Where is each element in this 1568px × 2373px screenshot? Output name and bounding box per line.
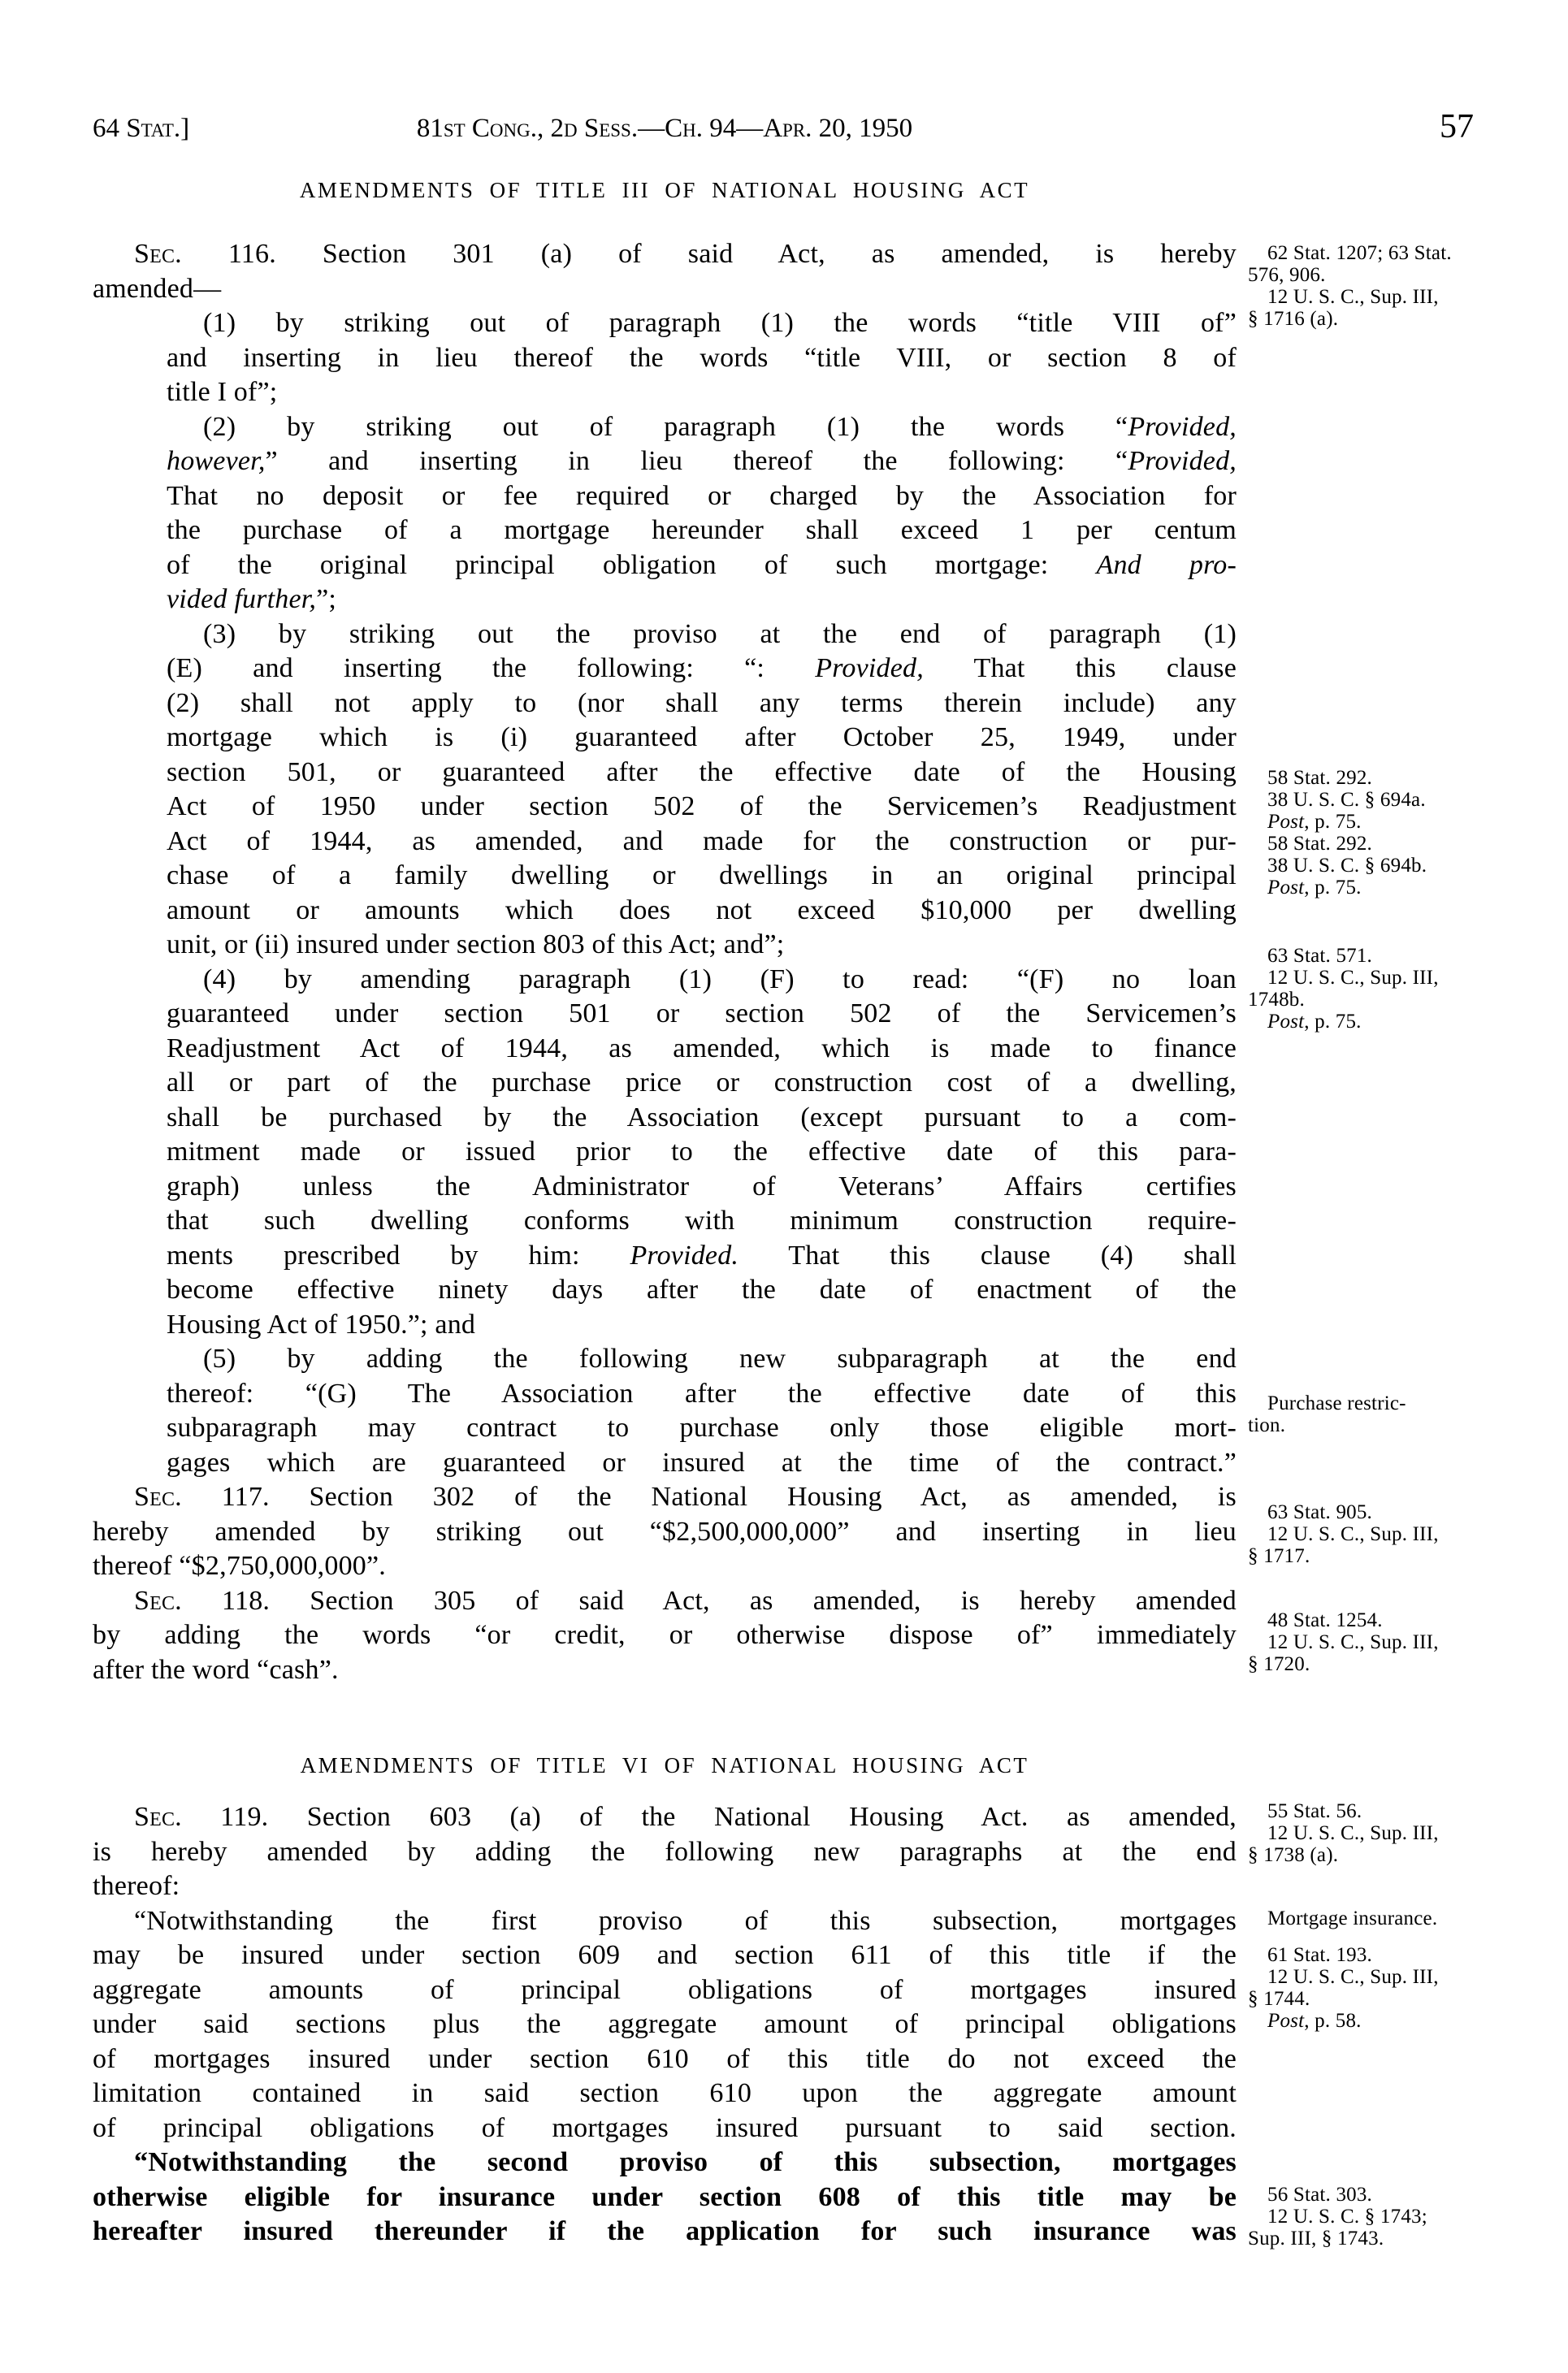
body-text-line: (3) by striking out the proviso at the end of paragraph (1) <box>203 618 1237 649</box>
body-text-line: hereby amended by striking out “$2,500,000,000” and inserting in lieu <box>93 1516 1237 1547</box>
body-text-line: subparagraph may contract to purchase only those eligible mort- <box>167 1413 1237 1443</box>
margin-note-line: tion. <box>1248 1414 1286 1436</box>
volume-citation: 64 Stat.] <box>93 114 190 143</box>
body-text-line: of the original principal obligation of such mortgage: And pro- <box>167 549 1237 580</box>
body-text-line: hereafter insured thereunder if the application for such insurance was <box>93 2216 1237 2246</box>
running-head <box>93 114 1237 149</box>
heading-amendments-title-vi: AMENDMENTS OF TITLE VI OF NATIONAL HOUSING ACT <box>300 1753 1029 1778</box>
body-text-line: (5) by adding the following new subparagraph at the end <box>203 1344 1237 1374</box>
margin-note-line: § 1716 (a). <box>1248 308 1339 330</box>
margin-note <box>1248 1392 1560 1436</box>
body-text-line: That no deposit or fee required or charged by the Association for <box>167 480 1237 511</box>
body-text-line: (2) by striking out of paragraph (1) the words “Provided, <box>203 411 1237 442</box>
body-text-line: Housing Act of 1950.”; and <box>167 1309 476 1340</box>
margin-note <box>1248 1907 1560 1929</box>
body-text-line: (1) by striking out of paragraph (1) the words “title VIII of” <box>203 308 1237 338</box>
margin-note-line: 12 U. S. C., Sup. III, <box>1267 1523 1439 1545</box>
body-text-line: thereof “$2,750,000,000”. <box>93 1551 386 1581</box>
margin-note-line: 58 Stat. 292. <box>1267 833 1372 855</box>
body-text-line: “Notwithstanding the first proviso of this subsection, mortgages <box>134 1905 1237 1936</box>
margin-note <box>1248 767 1560 899</box>
body-text-line: by adding the words “or credit, or otherwise dispose of” immediately <box>93 1620 1237 1650</box>
margin-note-line: 63 Stat. 571. <box>1267 945 1372 967</box>
margin-note-line: 12 U. S. C., Sup. III, <box>1267 1966 1439 1988</box>
body-text-line: ments prescribed by him: Provided. That this clause (4) shall <box>167 1240 1237 1271</box>
heading-amendments-title-iii: AMENDMENTS OF TITLE III OF NATIONAL HOUSING ACT <box>299 178 1030 202</box>
margin-note <box>1248 945 1560 1033</box>
margin-note-line: Post, p. 75. <box>1267 1011 1362 1033</box>
body-text-line: gages which are guaranteed or insured at the time of the contract.” <box>167 1447 1237 1478</box>
body-text-line: that such dwelling conforms with minimum construction require- <box>167 1206 1237 1236</box>
body-text-line: after the word “cash”. <box>93 1654 339 1685</box>
margin-note-line: 48 Stat. 1254. <box>1267 1609 1383 1631</box>
margin-note-line: 38 U. S. C. § 694a. <box>1267 789 1426 811</box>
body-text-line: amended— <box>93 273 222 304</box>
margin-note-line: 12 U. S. C., Sup. III, <box>1267 286 1439 308</box>
margin-note-line: 56 Stat. 303. <box>1267 2184 1372 2206</box>
body-text-line: Sec. 119. Section 603 (a) of the National Housing Act. as amended, <box>134 1802 1237 1832</box>
margin-note-line: Post, p. 58. <box>1267 2010 1362 2032</box>
margin-note-line: Purchase restric- <box>1267 1392 1406 1414</box>
body-text-line: mitment made or issued prior to the effective date of this para- <box>167 1137 1237 1167</box>
margin-note <box>1248 242 1560 330</box>
body-text-line: under said sections plus the aggregate amount of principal obligations <box>93 2009 1237 2039</box>
margin-note <box>1248 2184 1560 2250</box>
margin-note <box>1248 1800 1560 1866</box>
body-text-line: mortgage which is (i) guaranteed after October 25, 1949, under <box>167 722 1237 752</box>
margin-note-line: Post, p. 75. <box>1267 811 1362 833</box>
body-text-line: otherwise eligible for insurance under section 608 of this title may be <box>93 2181 1237 2212</box>
body-text-line: the purchase of a mortgage hereunder shall exceed 1 per centum <box>167 515 1237 545</box>
body-text-line: (4) by amending paragraph (1) (F) to read: “(F) no loan <box>203 963 1237 994</box>
margin-note-line: § 1720. <box>1248 1653 1310 1675</box>
body-text-line: Sec. 118. Section 305 of said Act, as amended, is hereby amended <box>134 1585 1237 1616</box>
margin-note <box>1248 1501 1560 1567</box>
body-text-line: graph) unless the Administrator of Veterans’ Affairs certifies <box>167 1171 1237 1202</box>
margin-note-line: 55 Stat. 56. <box>1267 1800 1362 1822</box>
body-text-line: and inserting in lieu thereof the words “title VIII, or section 8 of <box>167 342 1237 373</box>
margin-note-line: 38 U. S. C. § 694b. <box>1267 855 1427 877</box>
body-text-line: (2) shall not apply to (nor shall any terms therein include) any <box>167 687 1237 718</box>
margin-note-line: 58 Stat. 292. <box>1267 767 1372 789</box>
body-text-line: Readjustment Act of 1944, as amended, which is made to finance <box>167 1033 1237 1063</box>
body-text-line: Act of 1944, as amended, and made for the construction or pur- <box>167 825 1237 856</box>
body-text-line: chase of a family dwelling or dwellings in an original principal <box>167 860 1237 890</box>
body-text-line: shall be purchased by the Association (except pursuant to a com- <box>167 1102 1237 1132</box>
body-block-title-vi <box>93 1800 1237 2250</box>
margin-note-line: 12 U. S. C., Sup. III, <box>1267 1822 1439 1844</box>
margin-note <box>1248 1609 1560 1675</box>
body-block-title-iii <box>93 237 1237 1687</box>
body-text-line: Act of 1950 under section 502 of the Servicemen’s Readjustment <box>167 791 1237 821</box>
body-text-line: limitation contained in said section 610 upon the aggregate amount <box>93 2078 1237 2108</box>
margin-note-line: 12 U. S. C., Sup. III, <box>1267 967 1439 989</box>
body-text-line: is hereby amended by adding the following new paragraphs at the end <box>93 1836 1237 1867</box>
page-number: 57 <box>1440 108 1474 145</box>
margin-note-line: 12 U. S. C., Sup. III, <box>1267 1631 1439 1653</box>
margin-note-line: § 1717. <box>1248 1545 1310 1567</box>
margin-note-line: § 1738 (a). <box>1248 1844 1339 1866</box>
margin-note-line: 12 U. S. C. § 1743; <box>1267 2206 1427 2228</box>
body-text-line: vided further,”; <box>167 584 337 614</box>
body-text-line: aggregate amounts of principal obligations of mortgages insured <box>93 1974 1237 2005</box>
body-text-line: (E) and inserting the following: “: Provided, That this clause <box>167 653 1237 683</box>
body-text-line: section 501, or guaranteed after the effective date of the Housing <box>167 756 1237 787</box>
margin-note <box>1248 1944 1560 2032</box>
body-text-line: Sec. 117. Section 302 of the National Housing Act, as amended, is <box>134 1482 1237 1512</box>
margin-note-line: 63 Stat. 905. <box>1267 1501 1372 1523</box>
body-text-line: of principal obligations of mortgages insured pursuant to said section. <box>93 2112 1237 2143</box>
session-chapter-date: 81st Cong., 2d Sess.—Ch. 94—Apr. 20, 1950 <box>416 114 913 143</box>
margin-note-line: Sup. III, § 1743. <box>1248 2228 1384 2250</box>
margin-note-line: Mortgage insurance. <box>1267 1907 1438 1929</box>
body-text-line: Sec. 116. Section 301 (a) of said Act, as amended, is hereby <box>134 239 1237 269</box>
margin-note-line: 62 Stat. 1207; 63 Stat. <box>1267 242 1452 264</box>
body-text-line: “Notwithstanding the second proviso of this subsection, mortgages <box>134 2147 1237 2177</box>
body-text-line: amount or amounts which does not exceed $10,000 per dwelling <box>167 894 1237 925</box>
body-text-line: thereof: “(G) The Association after the effective date of this <box>167 1378 1237 1409</box>
body-text-line: of mortgages insured under section 610 of this title do not exceed the <box>93 2043 1237 2074</box>
margin-notes-column <box>1248 0 1560 2373</box>
body-text-line: unit, or (ii) insured under section 803 of this Act; and”; <box>167 929 785 959</box>
margin-note-line: § 1744. <box>1248 1988 1310 2010</box>
body-text-line: thereof: <box>93 1871 180 1901</box>
body-text-line: title I of”; <box>167 377 278 407</box>
margin-note-line: 576, 906. <box>1248 264 1326 286</box>
body-text-line: become effective ninety days after the date of enactment of the <box>167 1275 1237 1305</box>
body-text-line: guaranteed under section 501 or section 502 of the Servicemen’s <box>167 998 1237 1028</box>
margin-note-line: 1748b. <box>1248 989 1305 1011</box>
margin-note-line: Post, p. 75. <box>1267 877 1362 899</box>
body-text-line: may be insured under section 609 and section 611 of this title if the <box>93 1940 1237 1970</box>
body-text-line: however,” and inserting in lieu thereof the following: “Provided, <box>167 446 1237 476</box>
body-text-line: all or part of the purchase price or construction cost of a dwelling, <box>167 1067 1237 1098</box>
margin-note-line: 61 Stat. 193. <box>1267 1944 1372 1966</box>
